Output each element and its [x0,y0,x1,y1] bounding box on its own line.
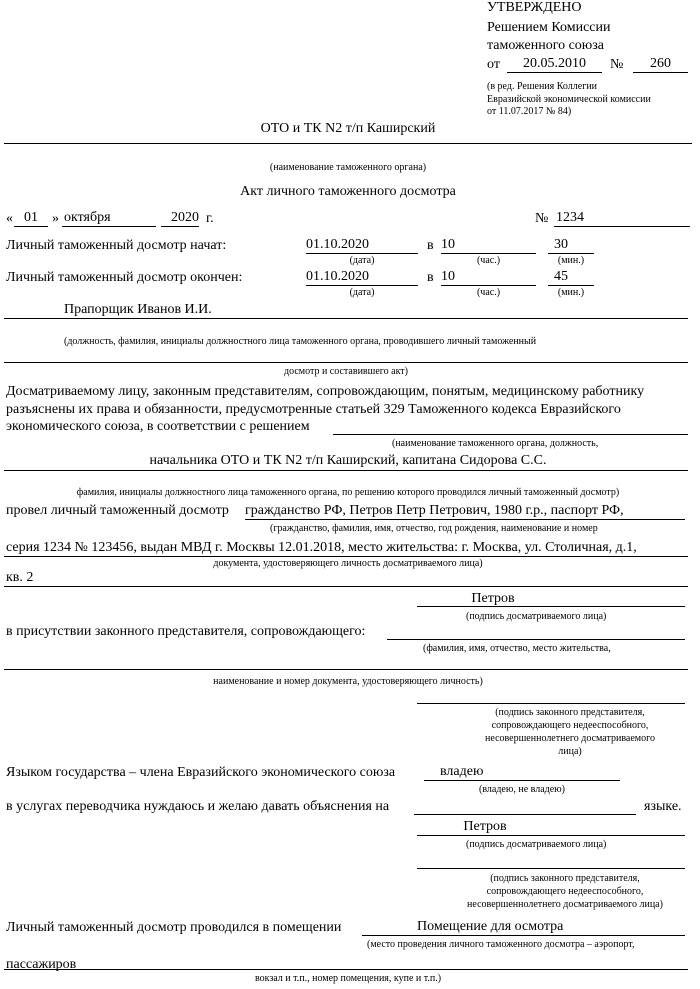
start-minutes: 30 [548,237,594,254]
person-value3: кв. 2 [6,570,34,585]
rights-line1: Досматриваемому лицу, законным представителям, сопровождающим, понятым, медицинскому работнику [6,384,645,399]
language-caption: (владею, не владею) [479,784,565,795]
location-caption2: вокзал и т.п., номер помещения, купе и т.п.) [254,973,442,984]
approval-line2: таможенного союза [487,38,605,53]
rights-decision-underline [333,434,688,435]
approval-num-sign: № [610,57,624,72]
signature2-rep-line [417,868,685,869]
approval-note2: Евразийской экономической комиссии [487,94,651,105]
language-label: Языком государства – члена Евразийского экономического союза [6,765,396,780]
representative-sign-caption3: несовершеннолетнего досматриваемого [485,733,655,744]
act-quote-close: » [52,211,59,226]
rights-caption2: фамилия, инициалы должностного лица таможенного органа, по решению которого проводился личный таможенный досмотр) [76,487,620,498]
authority-underline [4,143,692,144]
translator-suffix: языке. [644,799,682,814]
start-date-caption: (дата) [349,255,375,266]
person-value1: гражданство РФ, Петров Петр Петрович, 1980 г.р., паспорт РФ, [245,503,624,518]
end-hours-caption: (час.) [476,287,501,298]
start-in-label: в [427,238,434,253]
signature1-line [417,606,685,607]
representative-sign-caption2: сопровождающего недееспособного, [491,720,649,731]
location-underline2 [4,969,688,970]
approval-note3: от 11.07.2017 № 84) [487,106,572,117]
language-value: владею [424,764,620,781]
approval-from-label: от [487,57,500,72]
representative-caption1: (фамилия, имя, отчество, место жительства, [423,643,611,654]
act-number: 1234 [554,210,690,227]
representative-caption2: наименование и номер документа, удостоверяющего личность) [213,676,483,687]
end-minutes: 45 [548,269,594,286]
officer-underline [4,318,688,319]
officer-caption2: досмотр и составившего акт) [283,366,409,377]
location-underline [362,935,685,936]
officer-underline2 [4,362,688,363]
start-hours-caption: (час.) [476,255,501,266]
rights-line2: разъяснены их права и обязанности, предусмотренные статьей 329 Таможенного кодекса Евразийского [6,402,621,417]
act-quote-open: « [6,211,13,226]
signature2-value: Петров [463,819,507,834]
translator-label: в услугах переводчика нуждаюсь и желаю давать объяснения на [6,799,390,814]
start-date: 01.10.2020 [306,237,418,254]
start-label: Личный таможенный досмотр начат: [6,238,227,253]
location-value2: пассажиров [6,957,77,972]
approval-note1: (в ред. Решения Коллегии [487,81,598,92]
officer-caption1: (должность, фамилия, инициалы должностного лица таможенного органа, проводившего личный таможенный [64,336,537,347]
location-caption1: (место проведения личного таможенного досмотра – аэропорт, [367,939,635,950]
end-date-caption: (дата) [349,287,375,298]
location-value: Помещение для осмотра [417,919,564,934]
person-value1-underline [245,519,685,520]
act-num-sign: № [535,211,549,226]
signature1-caption: (подпись досматриваемого лица) [466,611,607,622]
authority-name: ОТО и ТК N2 т/п Каширский [260,121,436,136]
signature2-rep-caption2: сопровождающего недееспособного, [486,886,644,897]
start-minutes-caption: (мин.) [557,255,585,266]
rights-caption1: (наименование таможенного органа, должность, [392,438,599,449]
start-hours: 10 [441,237,536,254]
translator-language-line [414,814,636,815]
signature1-value: Петров [471,591,515,606]
act-year: 2020 [161,210,199,227]
act-year-suffix: г. [206,211,214,226]
signature2-rep-caption3: несовершеннолетнего досматриваемого лица) [467,899,663,910]
person-caption1: (гражданство, фамилия, имя, отчество, год рождения, наименование и номер [270,523,598,534]
rights-decision-by: начальника ОТО и ТК N2 т/п Каширский, капитана Сидорова С.С. [149,453,547,468]
person-value3-underline [4,586,688,587]
approval-date: 20.05.2010 [507,56,602,73]
person-caption2: документа, удостоверяющего личность досматриваемого лица) [213,558,483,569]
act-month: октября [62,210,156,227]
signature2-rep-caption1: (подпись законного представителя, [490,873,640,884]
end-date: 01.10.2020 [306,269,418,286]
representative-sign-caption4: лица) [558,746,582,757]
officer-name: Прапорщик Иванов И.И. [64,302,212,317]
person-value2: серия 1234 № 123456, выдан МВД г. Москвы 12.01.2018, место жительства: г. Москва, ул. Столичная, д.1, [6,540,637,555]
end-hours: 10 [441,269,536,286]
signature2-line [417,835,685,836]
rights-line3: экономического союза, в соответствии с решением [6,419,310,434]
approval-title: УТВЕРЖДЕНО [487,0,582,15]
representative-underline [387,639,685,640]
signature2-caption: (подпись досматриваемого лица) [466,839,607,850]
representative-sign-caption1: (подпись законного представителя, [495,707,645,718]
rights-decision-by-underline [4,470,688,471]
representative-sign-line [417,703,685,704]
document-title: Акт личного таможенного досмотра [240,184,456,199]
authority-caption: (наименование таможенного органа) [269,162,427,173]
location-label: Личный таможенный досмотр проводился в помещении [6,920,342,935]
end-minutes-caption: (мин.) [557,287,585,298]
approval-line1: Решением Комиссии [487,20,611,35]
person-lead: провел личный таможенный досмотр [6,503,229,518]
person-value2-underline [4,556,688,557]
representative-underline2 [4,669,688,670]
representative-label: в присутствии законного представителя, сопровождающего: [6,624,366,639]
end-in-label: в [427,270,434,285]
act-day: 01 [14,210,48,227]
approval-number: 260 [633,56,688,73]
end-label: Личный таможенный досмотр окончен: [6,270,243,285]
